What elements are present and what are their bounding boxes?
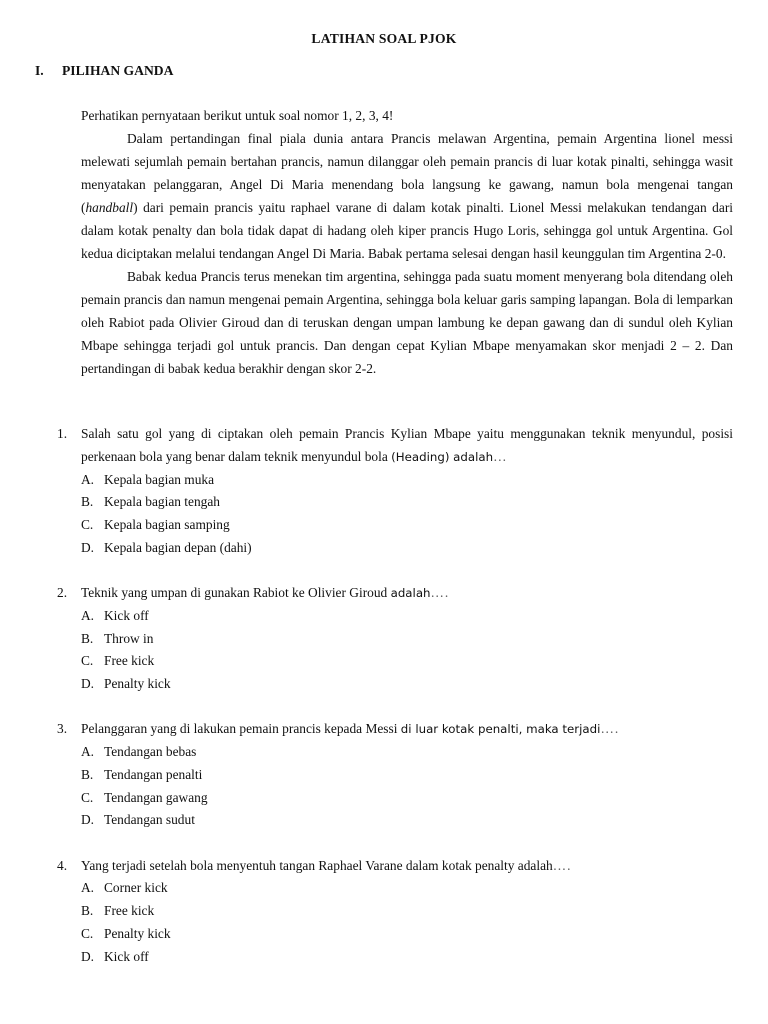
question-ellipsis: …. <box>430 585 450 600</box>
option-letter: D. <box>81 812 95 828</box>
question-ellipsis: …. <box>552 857 572 873</box>
question-3 <box>57 718 737 832</box>
question-text-main: Teknik yang umpan di gunakan Rabiot ke Olivier Giroud <box>81 585 391 600</box>
option-letter: C. <box>81 653 94 669</box>
option-text: Kick off <box>104 607 149 623</box>
question-2 <box>57 582 737 696</box>
question-text-main: Salah satu gol yang di ciptakan oleh pemain Prancis Kylian Mbape yaitu menggunakan teknik menyundul, posisi perkenaan bola yang benar dalam teknik menyundul bola <box>81 426 733 464</box>
option-letter: D. <box>81 676 95 691</box>
answer-option-b <box>57 764 737 787</box>
option-letter: A. <box>81 471 95 487</box>
question-text-sans: (Heading) adalah <box>391 449 494 464</box>
option-text: Kepala bagian muka <box>104 471 215 487</box>
question-text <box>81 718 733 741</box>
answer-option-a <box>57 741 737 764</box>
question-number: 2. <box>57 585 68 600</box>
option-text: Tendangan gawang <box>104 789 208 805</box>
section-number: I. <box>35 63 44 78</box>
option-text: Throw in <box>104 630 154 646</box>
answer-option-d <box>57 673 737 696</box>
paragraph-1-italic-term: handball <box>85 200 134 215</box>
paragraph-1-text-a: Dalam pertandingan final piala dunia antara Prancis melawan Argentina, pemain Argentina lionel messi melewati sejumlah pemain bertahan prancis, namun dilanggar oleh pemain prancis di luar kotak pinalti, sehingga wasit menyatakan pelanggaran, Angel Di Maria menendang bola langsung ke gawang, namun bola mengenai tangan ( <box>81 131 733 215</box>
answer-option-c <box>57 650 737 673</box>
option-letter: B. <box>81 630 94 646</box>
answer-option-b <box>57 628 737 651</box>
answer-option-c <box>57 514 737 537</box>
question-list <box>57 423 737 991</box>
answer-options <box>57 469 737 560</box>
option-text: Penalty kick <box>104 925 171 941</box>
option-text: Kepala bagian samping <box>104 517 230 532</box>
question-text-main: Yang terjadi setelah bola menyentuh tangan Raphael Varane dalam kotak penalty adalah <box>81 857 553 873</box>
answer-options <box>57 741 737 832</box>
option-text: Penalty kick <box>104 676 171 691</box>
option-letter: D. <box>81 539 95 555</box>
option-text: Kepala bagian tengah <box>104 494 220 510</box>
answer-option-d <box>57 537 737 560</box>
reading-passage <box>81 104 733 380</box>
option-letter: A. <box>81 744 95 759</box>
option-text: Kepala bagian depan (dahi) <box>104 539 252 555</box>
passage-paragraph-1 <box>81 127 733 265</box>
passage-instruction: Perhatikan pernyataan berikut untuk soal nomor 1, 2, 3, 4! <box>81 108 394 123</box>
answer-option-a <box>57 469 737 492</box>
answer-option-d <box>57 809 737 832</box>
answer-option-c <box>57 787 737 810</box>
question-4 <box>57 855 737 969</box>
answer-option-a <box>57 605 737 628</box>
answer-option-a <box>57 877 737 900</box>
passage-paragraph-2: Babak kedua Prancis terus menekan tim argentina, sehingga pada suatu moment menyerang bola ditendang oleh pemain prancis dan namun mengenai pemain Argentina, sehingga bola keluar garis samping lapangan. Bola di lemparkan oleh Rabiot pada Olivier Giroud dan di teruskan dengan umpan lambung ke depan gawang dan di sundul oleh Kylian Mbape sehingga terjadi gol untuk prancis. Dan dengan cepat Kylian Mbape menyamakan skor menjadi 2 – 2. Dan pertandingan di babak kedua berakhir dengan skor 2-2. <box>81 269 733 376</box>
document-title: LATIHAN SOAL PJOK <box>311 31 457 46</box>
answer-option-c <box>57 923 737 946</box>
option-text: Tendangan sudut <box>104 812 195 828</box>
paragraph-1-text-b: ) dari pemain prancis yaitu raphael varane di dalam kotak pinalti. Lionel Messi melakukan tendangan dari dalam kotak penalty dan bola tidak dapat di hadang oleh kiper prancis Hugo Loris, sehingga gol untuk Argentina. Gol kedua diciptakan melalui tendangan Angel Di Maria. Babak pertama selesai dengan hasil keunggulan tim Argentina 2-0. <box>81 200 733 261</box>
answer-option-b <box>57 491 737 514</box>
option-text: Corner kick <box>104 880 168 896</box>
option-letter: B. <box>81 494 94 510</box>
option-letter: C. <box>81 925 94 941</box>
section-heading <box>35 63 173 79</box>
question-text <box>81 855 733 878</box>
question-ellipsis: … <box>493 448 508 464</box>
option-letter: D. <box>81 948 95 964</box>
option-letter: C. <box>81 517 94 532</box>
option-letter: B. <box>81 766 94 782</box>
question-text <box>81 582 733 605</box>
question-number: 4. <box>57 857 68 873</box>
question-text-main: Pelanggaran yang di lakukan pemain prancis kepada Messi <box>81 721 401 737</box>
question-1 <box>57 423 737 560</box>
question-ellipsis: …. <box>600 721 620 737</box>
option-text: Tendangan bebas <box>104 744 197 759</box>
answer-options <box>57 877 737 968</box>
answer-option-d <box>57 946 737 969</box>
option-letter: A. <box>81 607 95 623</box>
question-number: 1. <box>57 426 68 441</box>
answer-options <box>57 605 737 696</box>
option-text: Tendangan penalti <box>104 766 203 782</box>
question-text <box>81 423 733 469</box>
option-text: Kick off <box>104 948 149 964</box>
question-number: 3. <box>57 721 68 737</box>
option-text: Free kick <box>104 653 155 669</box>
answer-option-b <box>57 900 737 923</box>
option-letter: B. <box>81 903 94 918</box>
option-letter: A. <box>81 880 95 896</box>
option-letter: C. <box>81 789 94 805</box>
section-label: PILIHAN GANDA <box>62 63 174 78</box>
option-text: Free kick <box>104 903 155 918</box>
question-text-sans: adalah <box>390 586 431 600</box>
question-text-sans: di luar kotak penalti, maka terjadi <box>400 722 601 737</box>
